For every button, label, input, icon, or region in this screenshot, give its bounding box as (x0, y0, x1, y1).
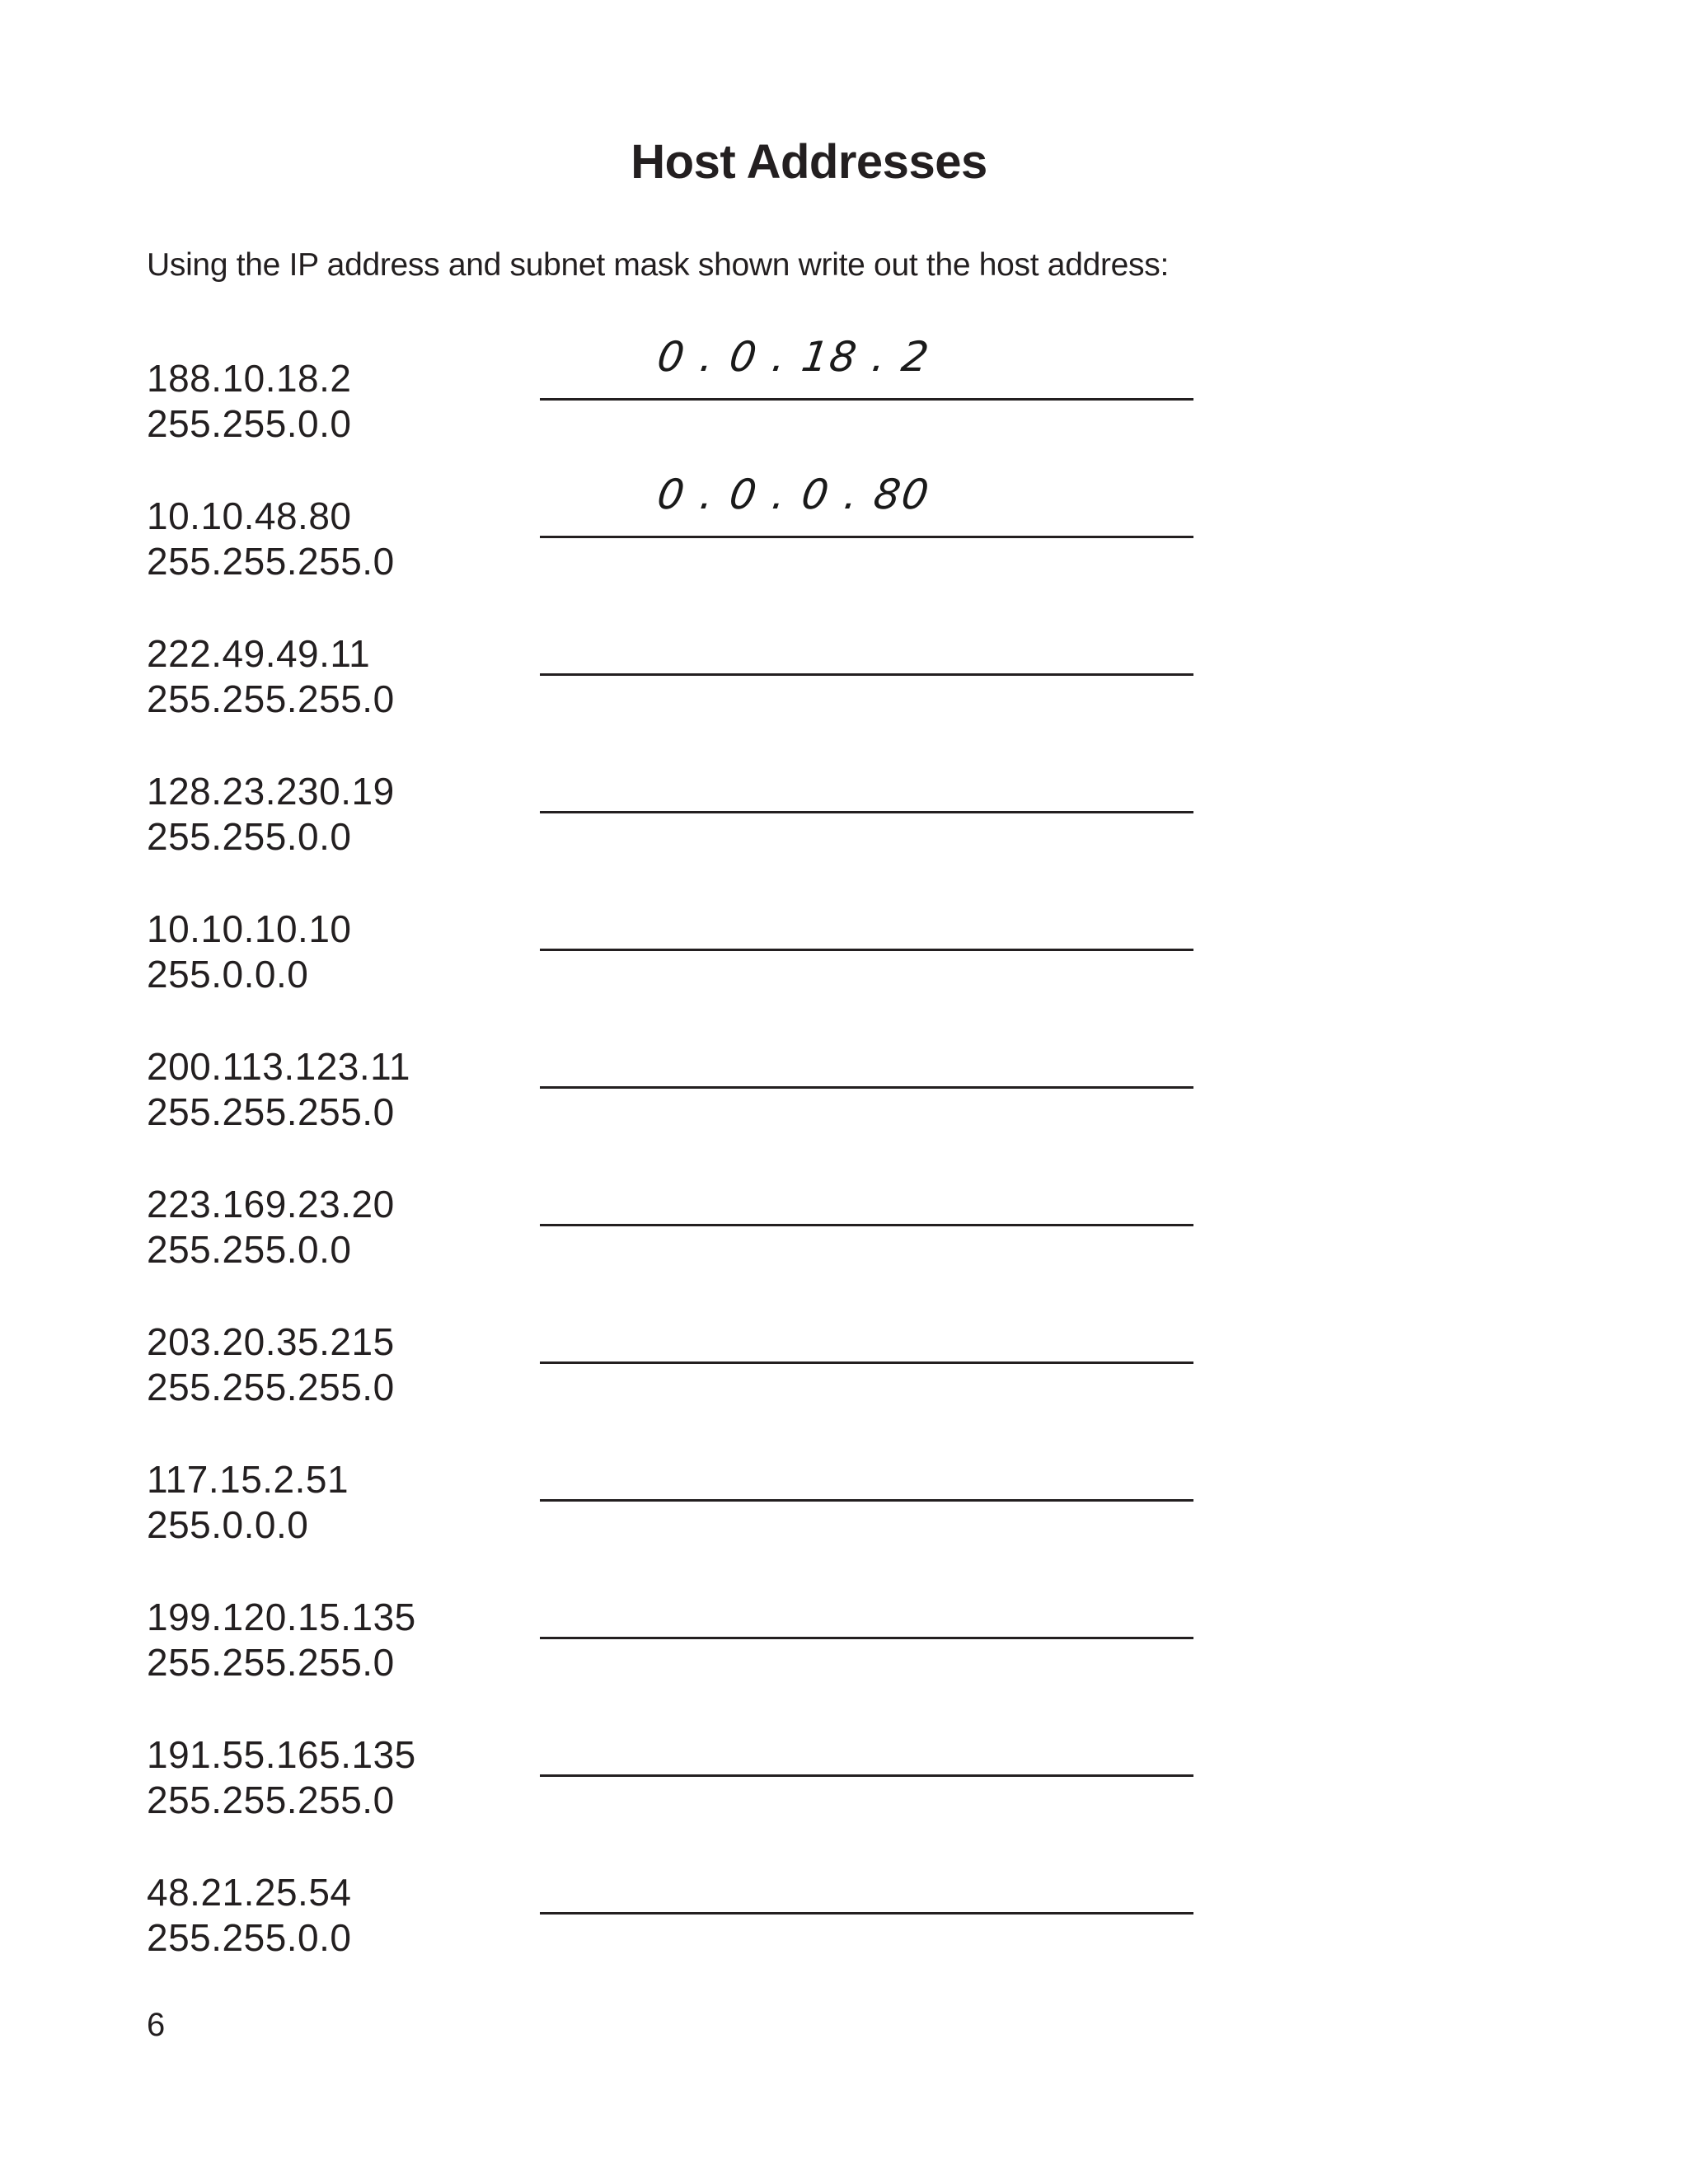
page-number: 6 (147, 2007, 166, 2043)
answer-line[interactable] (540, 398, 1193, 401)
subnet-mask: 255.255.0.0 (147, 1916, 352, 1959)
answer-line[interactable] (540, 1637, 1193, 1639)
handwritten-answer: 0 . 0 . 0 . 80 (654, 471, 934, 518)
subnet-mask: 255.255.0.0 (147, 402, 352, 445)
exercise-item (147, 1873, 1218, 1972)
exercise-item (147, 1047, 1218, 1146)
handwritten-answer: 0 . 0 . 18 . 2 (654, 333, 934, 381)
exercise-item (147, 333, 1218, 458)
subnet-mask: 255.255.0.0 (147, 1228, 352, 1271)
page-title: Host Addresses (631, 135, 987, 189)
answer-line[interactable] (540, 1086, 1193, 1089)
exercise-item (147, 1185, 1218, 1284)
answer-line[interactable] (540, 1224, 1193, 1226)
answer-line[interactable] (540, 949, 1193, 951)
answer-line[interactable] (540, 1912, 1193, 1915)
subnet-mask: 255.255.255.0 (147, 1090, 395, 1133)
ip-address: 48.21.25.54 (147, 1871, 352, 1914)
subnet-mask: 255.255.0.0 (147, 815, 352, 858)
subnet-mask: 255.255.255.0 (147, 1641, 395, 1684)
subnet-mask: 255.255.255.0 (147, 677, 395, 720)
ip-address: 188.10.18.2 (147, 357, 352, 400)
exercise-item (147, 772, 1218, 871)
instructions: Using the IP address and subnet mask shown write out the host address: (147, 247, 1169, 283)
exercise-item (147, 907, 1218, 1009)
exercise-item (147, 1598, 1218, 1697)
answer-line[interactable] (540, 536, 1193, 538)
ip-address: 223.169.23.20 (147, 1183, 395, 1226)
ip-address: 222.49.49.11 (147, 632, 371, 675)
subnet-mask: 255.0.0.0 (147, 953, 309, 996)
answer-line[interactable] (540, 673, 1193, 676)
answer-line[interactable] (540, 1361, 1193, 1364)
exercise-item (147, 1320, 1218, 1422)
exercise-item (147, 1460, 1218, 1559)
ip-address: 191.55.165.135 (147, 1733, 416, 1776)
ip-address: 200.113.123.11 (147, 1045, 410, 1088)
ip-address: 10.10.10.10 (147, 907, 352, 950)
subnet-mask: 255.255.255.0 (147, 1779, 395, 1821)
exercise-item (147, 632, 1218, 733)
exercise-item (147, 471, 1218, 596)
ip-address: 117.15.2.51 (147, 1458, 349, 1501)
exercise-item (147, 1733, 1218, 1835)
ip-address: 128.23.230.19 (147, 770, 395, 813)
ip-address: 203.20.35.215 (147, 1320, 395, 1363)
subnet-mask: 255.255.255.0 (147, 540, 395, 583)
subnet-mask: 255.255.255.0 (147, 1366, 395, 1408)
answer-line[interactable] (540, 811, 1193, 813)
answer-line[interactable] (540, 1774, 1193, 1777)
ip-address: 10.10.48.80 (147, 494, 352, 537)
answer-line[interactable] (540, 1499, 1193, 1502)
ip-address: 199.120.15.135 (147, 1596, 416, 1638)
subnet-mask: 255.0.0.0 (147, 1503, 309, 1546)
